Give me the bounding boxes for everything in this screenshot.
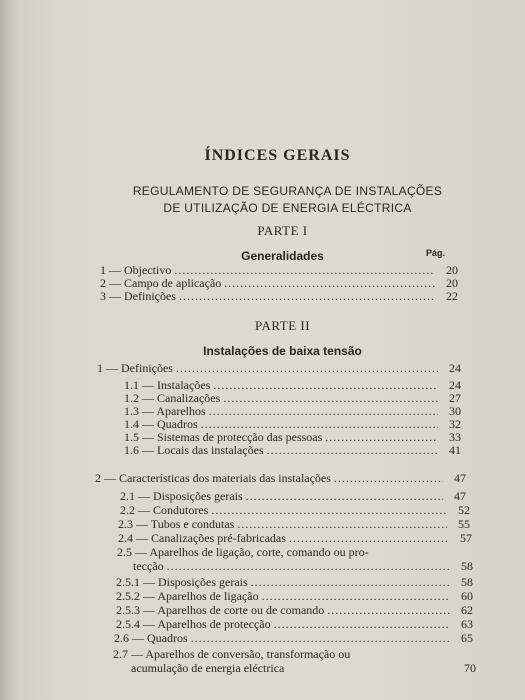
toc-entry: 2.3 — Tubos e condutas ..... 55	[118, 517, 470, 531]
regulation-title-line-1: REGULAMENTO DE SEGURANÇA DE INSTALAÇÕES	[132, 184, 443, 198]
regulation-title-line-2: DE UTILIZAÇÃO DE ENERGIA ELÉCTRICA	[163, 201, 412, 215]
toc-section: 1 — Definições ..... 24	[97, 361, 461, 375]
part-2-heading: Instalações de baixa tensão	[203, 344, 362, 358]
toc-section: 2 — Características dos materiais das instalações ..... 47	[95, 471, 466, 485]
toc-entry: 2.1 — Disposições gerais ..... 47	[120, 489, 466, 503]
toc-entry: 2.5.2 — Aparelhos de ligação ..... 60	[116, 589, 473, 603]
toc-entry-line-1: 2.5 — Aparelhos de ligação, corte, comando ou pro-	[117, 545, 369, 559]
toc-entry: 1.5 — Sistemas de protecção das pessoas ..... 33	[124, 430, 461, 444]
toc-entry: 1.6 — Locais das instalações ..... 41	[124, 443, 461, 457]
part-1-heading: Generalidades	[241, 249, 324, 263]
toc-entry: 1.2 — Canalizações ..... 27	[124, 391, 461, 405]
page-column-label: Pág.	[426, 248, 446, 258]
toc-entry: tecção ..... 58	[133, 559, 473, 573]
toc-entry: 2 — Campo de aplicação ..... 20	[100, 276, 458, 290]
toc-entry: 3 — Definições ..... 22	[100, 289, 458, 303]
toc-entry: 2.5.4 — Aparelhos de protecção ..... 63	[116, 617, 473, 631]
toc-entry: 1 — Objectivo ..... 20	[100, 263, 458, 277]
toc-entry: 2.4 — Canalizações pré-fabricadas ..... 57	[118, 531, 472, 545]
toc-entry: 2.5.1 — Disposições gerais ..... 58	[116, 575, 473, 589]
toc-entry: 2.2 — Condutores ..... 52	[120, 503, 470, 517]
toc-entry: 1.4 — Quadros ..... 32	[124, 417, 461, 431]
toc-entry: 2.6 — Quadros ..... 65	[114, 631, 473, 645]
part-2-label: PARTE II	[254, 318, 311, 333]
toc-entry: 1.3 — Aparelhos ..... 30	[124, 404, 461, 418]
toc-entry: acumulação de energia eléctrica 70	[131, 661, 476, 675]
toc-entry-line-1: 2.7 — Aparelhos de conversão, transformação ou	[113, 647, 351, 661]
page-title: ÍNDICES GERAIS	[204, 147, 351, 164]
toc-entry: 1.1 — Instalações ..... 24	[124, 378, 461, 392]
toc-entry: 2.5.3 — Aparelhos de corte ou de comando ..... 62	[116, 603, 473, 617]
part-1-label: PARTE I	[257, 223, 308, 238]
